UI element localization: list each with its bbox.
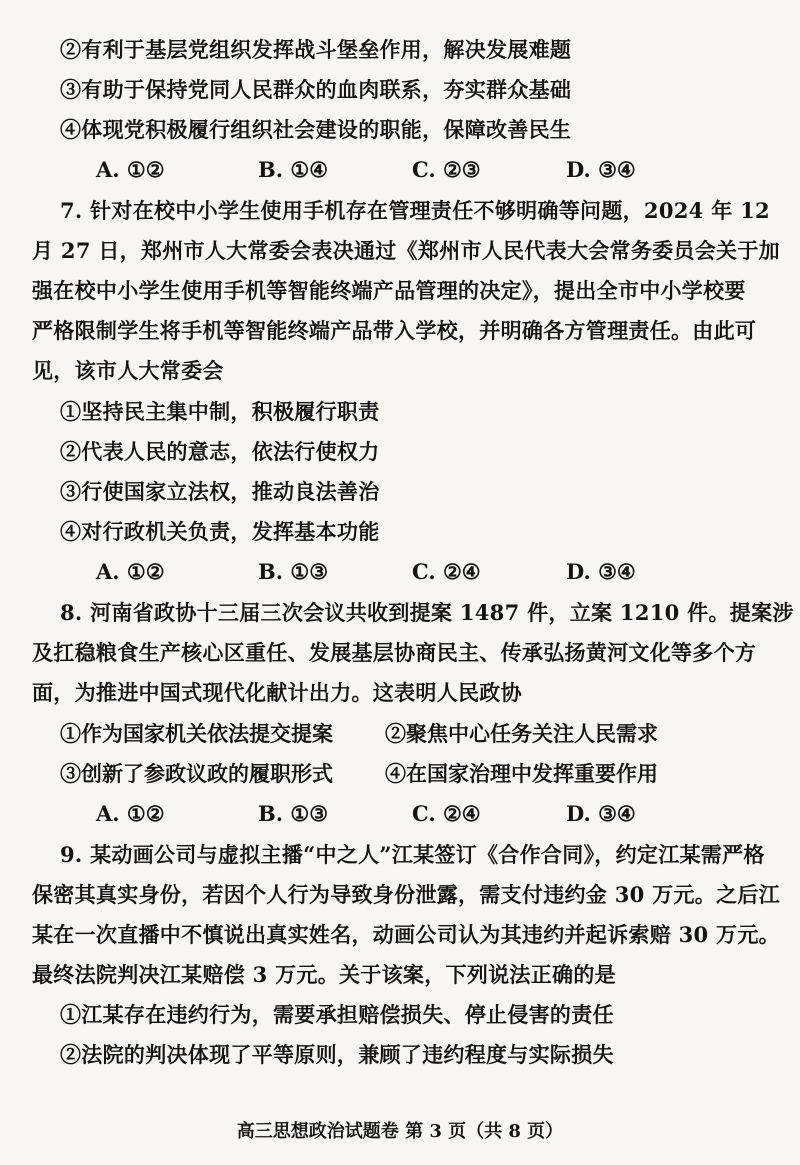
q8-item-2: ②聚焦中心任务关注人民需求 [385,721,658,746]
q7-stem-line-5: 见，该市人大常委会 [32,358,224,383]
q7-stem-line-3: 强在校中小学生使用手机等智能终端产品管理的决定》，提出全市中小学校要 [32,278,746,303]
q8-option-b: B. ①③ [258,801,329,826]
q6-option-a: A. ①② [96,157,165,182]
q8-option-d: D. ③④ [566,801,636,826]
q7-item-2: ②代表人民的意志，依法行使权力 [60,439,380,464]
q7-stem-line-1: 7. 针对在校中小学生使用手机存在管理责任不够明确等问题，2024 年 12 [60,198,770,223]
q7-option-b: B. ①③ [258,559,329,584]
q8-stem-line-3: 面，为推进中国式现代化献计出力。这表明人民政协 [32,680,522,705]
q7-option-c: C. ②④ [412,559,481,584]
q8-stem-line-1: 8. 河南省政协十三届三次会议共收到提案 1487 件，立案 1210 件。提案涉 [60,600,794,625]
q7-option-a: A. ①② [96,559,165,584]
q9-stem-line-2: 保密其真实身份，若因个人行为导致身份泄露，需支付违约金 30 万元。之后江 [32,882,780,907]
q8-item-4: ④在国家治理中发挥重要作用 [385,761,658,786]
q6-option-b: B. ①④ [258,157,329,182]
page-footer: 高三思想政治试题卷 第 3 页（共 8 页） [236,1121,564,1142]
q8-stem-line-2: 及扛稳粮食生产核心区重任、发展基层协商民主、传承弘扬黄河文化等多个方 [32,640,757,665]
q6-item-4: ④体现党积极履行组织社会建设的职能，保障改善民生 [60,117,572,142]
q8-item-3: ③创新了参政议政的履职形式 [60,761,333,786]
q9-stem-line-4: 最终法院判决江某赔偿 3 万元。关于该案，下列说法正确的是 [32,962,616,987]
q7-item-1: ①坚持民主集中制，积极履行职责 [60,399,380,424]
q6-option-c: C. ②③ [412,157,481,182]
q7-item-4: ④对行政机关负责，发挥基本功能 [60,519,380,544]
q9-item-1: ①江某存在违约行为，需要承担赔偿损失、停止侵害的责任 [60,1002,614,1027]
q9-stem-line-3: 某在一次直播中不慎说出真实姓名，动画公司认为其违约并起诉索赔 30 万元。 [32,922,780,947]
q6-option-d: D. ③④ [566,157,636,182]
q8-option-c: C. ②④ [412,801,481,826]
q7-option-d: D. ③④ [566,559,636,584]
q9-item-2: ②法院的判决体现了平等原则，兼顾了违约程度与实际损失 [60,1042,614,1067]
q9-stem-line-1: 9. 某动画公司与虚拟主播“中之人”江某签订《合作合同》，约定江某需严格 [60,842,765,867]
q8-option-a: A. ①② [96,801,165,826]
q6-item-3: ③有助于保持党同人民群众的血肉联系，夯实群众基础 [60,77,572,102]
q7-stem-line-4: 严格限制学生将手机等智能终端产品带入学校，并明确各方管理责任。由此可 [32,318,757,343]
q6-item-2: ②有利于基层党组织发挥战斗堡垒作用，解决发展难题 [60,37,572,62]
q8-item-1: ①作为国家机关依法提交提案 [60,721,333,746]
q7-stem-line-2: 月 27 日，郑州市人大常委会表决通过《郑州市人民代表大会常务委员会关于加 [32,238,780,263]
q7-item-3: ③行使国家立法权，推动良法善治 [60,479,380,504]
